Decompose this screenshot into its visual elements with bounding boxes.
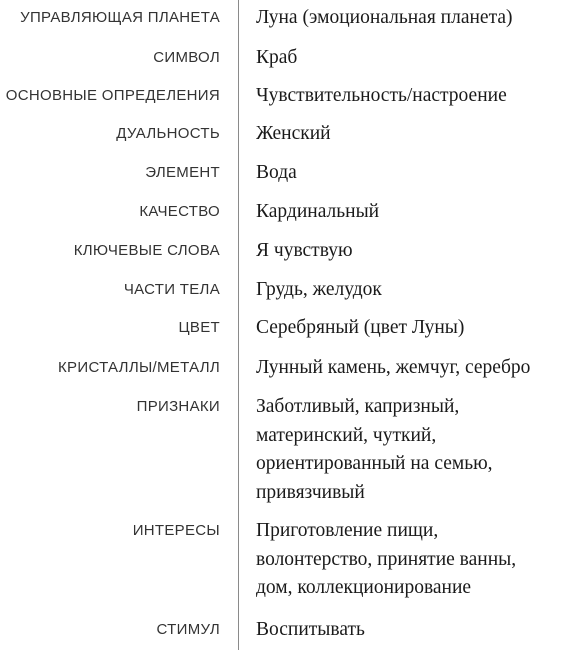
value-line: Кардинальный	[256, 201, 380, 222]
row-label: СТИМУЛ	[156, 621, 220, 638]
value-line: привязчивый	[256, 481, 365, 503]
value-line: Приготовление пищи,	[256, 520, 439, 541]
column-divider	[238, 0, 239, 650]
row-value	[256, 276, 564, 305]
row-label: КЛЮЧЕВЫЕ СЛОВА	[73, 242, 220, 259]
row-label: СИМВОЛ	[153, 49, 220, 66]
value-line: Лунный камень, жемчуг, серебро	[256, 357, 531, 378]
value-line: материнский, чуткий,	[256, 424, 437, 446]
value-line: Чувствительность/настроение	[256, 85, 507, 106]
value-line: Я чувствую	[256, 240, 353, 261]
row-value	[256, 314, 564, 343]
row-value	[256, 393, 564, 507]
row-label: ЭЛЕМЕНТ	[145, 164, 220, 181]
row-value	[256, 616, 564, 645]
row-label: ИНТЕРЕСЫ	[132, 522, 220, 539]
value-line: Заботливый, капризный,	[256, 396, 460, 417]
value-line: Серебряный (цвет Луны)	[256, 317, 465, 338]
value-line: Грудь, желудок	[256, 279, 382, 300]
row-label: ОСНОВНЫЕ ОПРЕДЕЛЕНИЯ	[5, 87, 220, 104]
value-line: Луна (эмоциональная планета)	[256, 7, 513, 28]
value-line: ориентированный на семью,	[256, 453, 493, 474]
row-value	[256, 198, 564, 227]
row-label: ПРИЗНАКИ	[136, 398, 220, 415]
row-label: КАЧЕСТВО	[139, 203, 220, 220]
row-label: ЦВЕТ	[178, 319, 220, 336]
value-line: Вода	[256, 162, 297, 183]
value-line: Краб	[256, 47, 298, 68]
row-value	[256, 517, 564, 603]
row-value	[256, 82, 564, 111]
row-label: ДУАЛЬНОСТЬ	[116, 125, 220, 142]
row-value	[256, 237, 564, 266]
value-line: волонтерство, принятие ванны,	[256, 548, 517, 570]
row-value	[256, 4, 564, 33]
row-label: УПРАВЛЯЮЩАЯ ПЛАНЕТА	[20, 9, 220, 26]
row-label: ЧАСТИ ТЕЛА	[123, 281, 220, 298]
value-line: Воспитывать	[256, 619, 365, 640]
row-value	[256, 159, 564, 188]
row-value	[256, 354, 564, 383]
value-line: дом, коллекционирование	[256, 577, 472, 598]
row-value	[256, 44, 564, 73]
value-line: Женский	[256, 123, 331, 144]
row-label: КРИСТАЛЛЫ/МЕТАЛЛ	[58, 359, 220, 376]
row-value	[256, 120, 564, 149]
